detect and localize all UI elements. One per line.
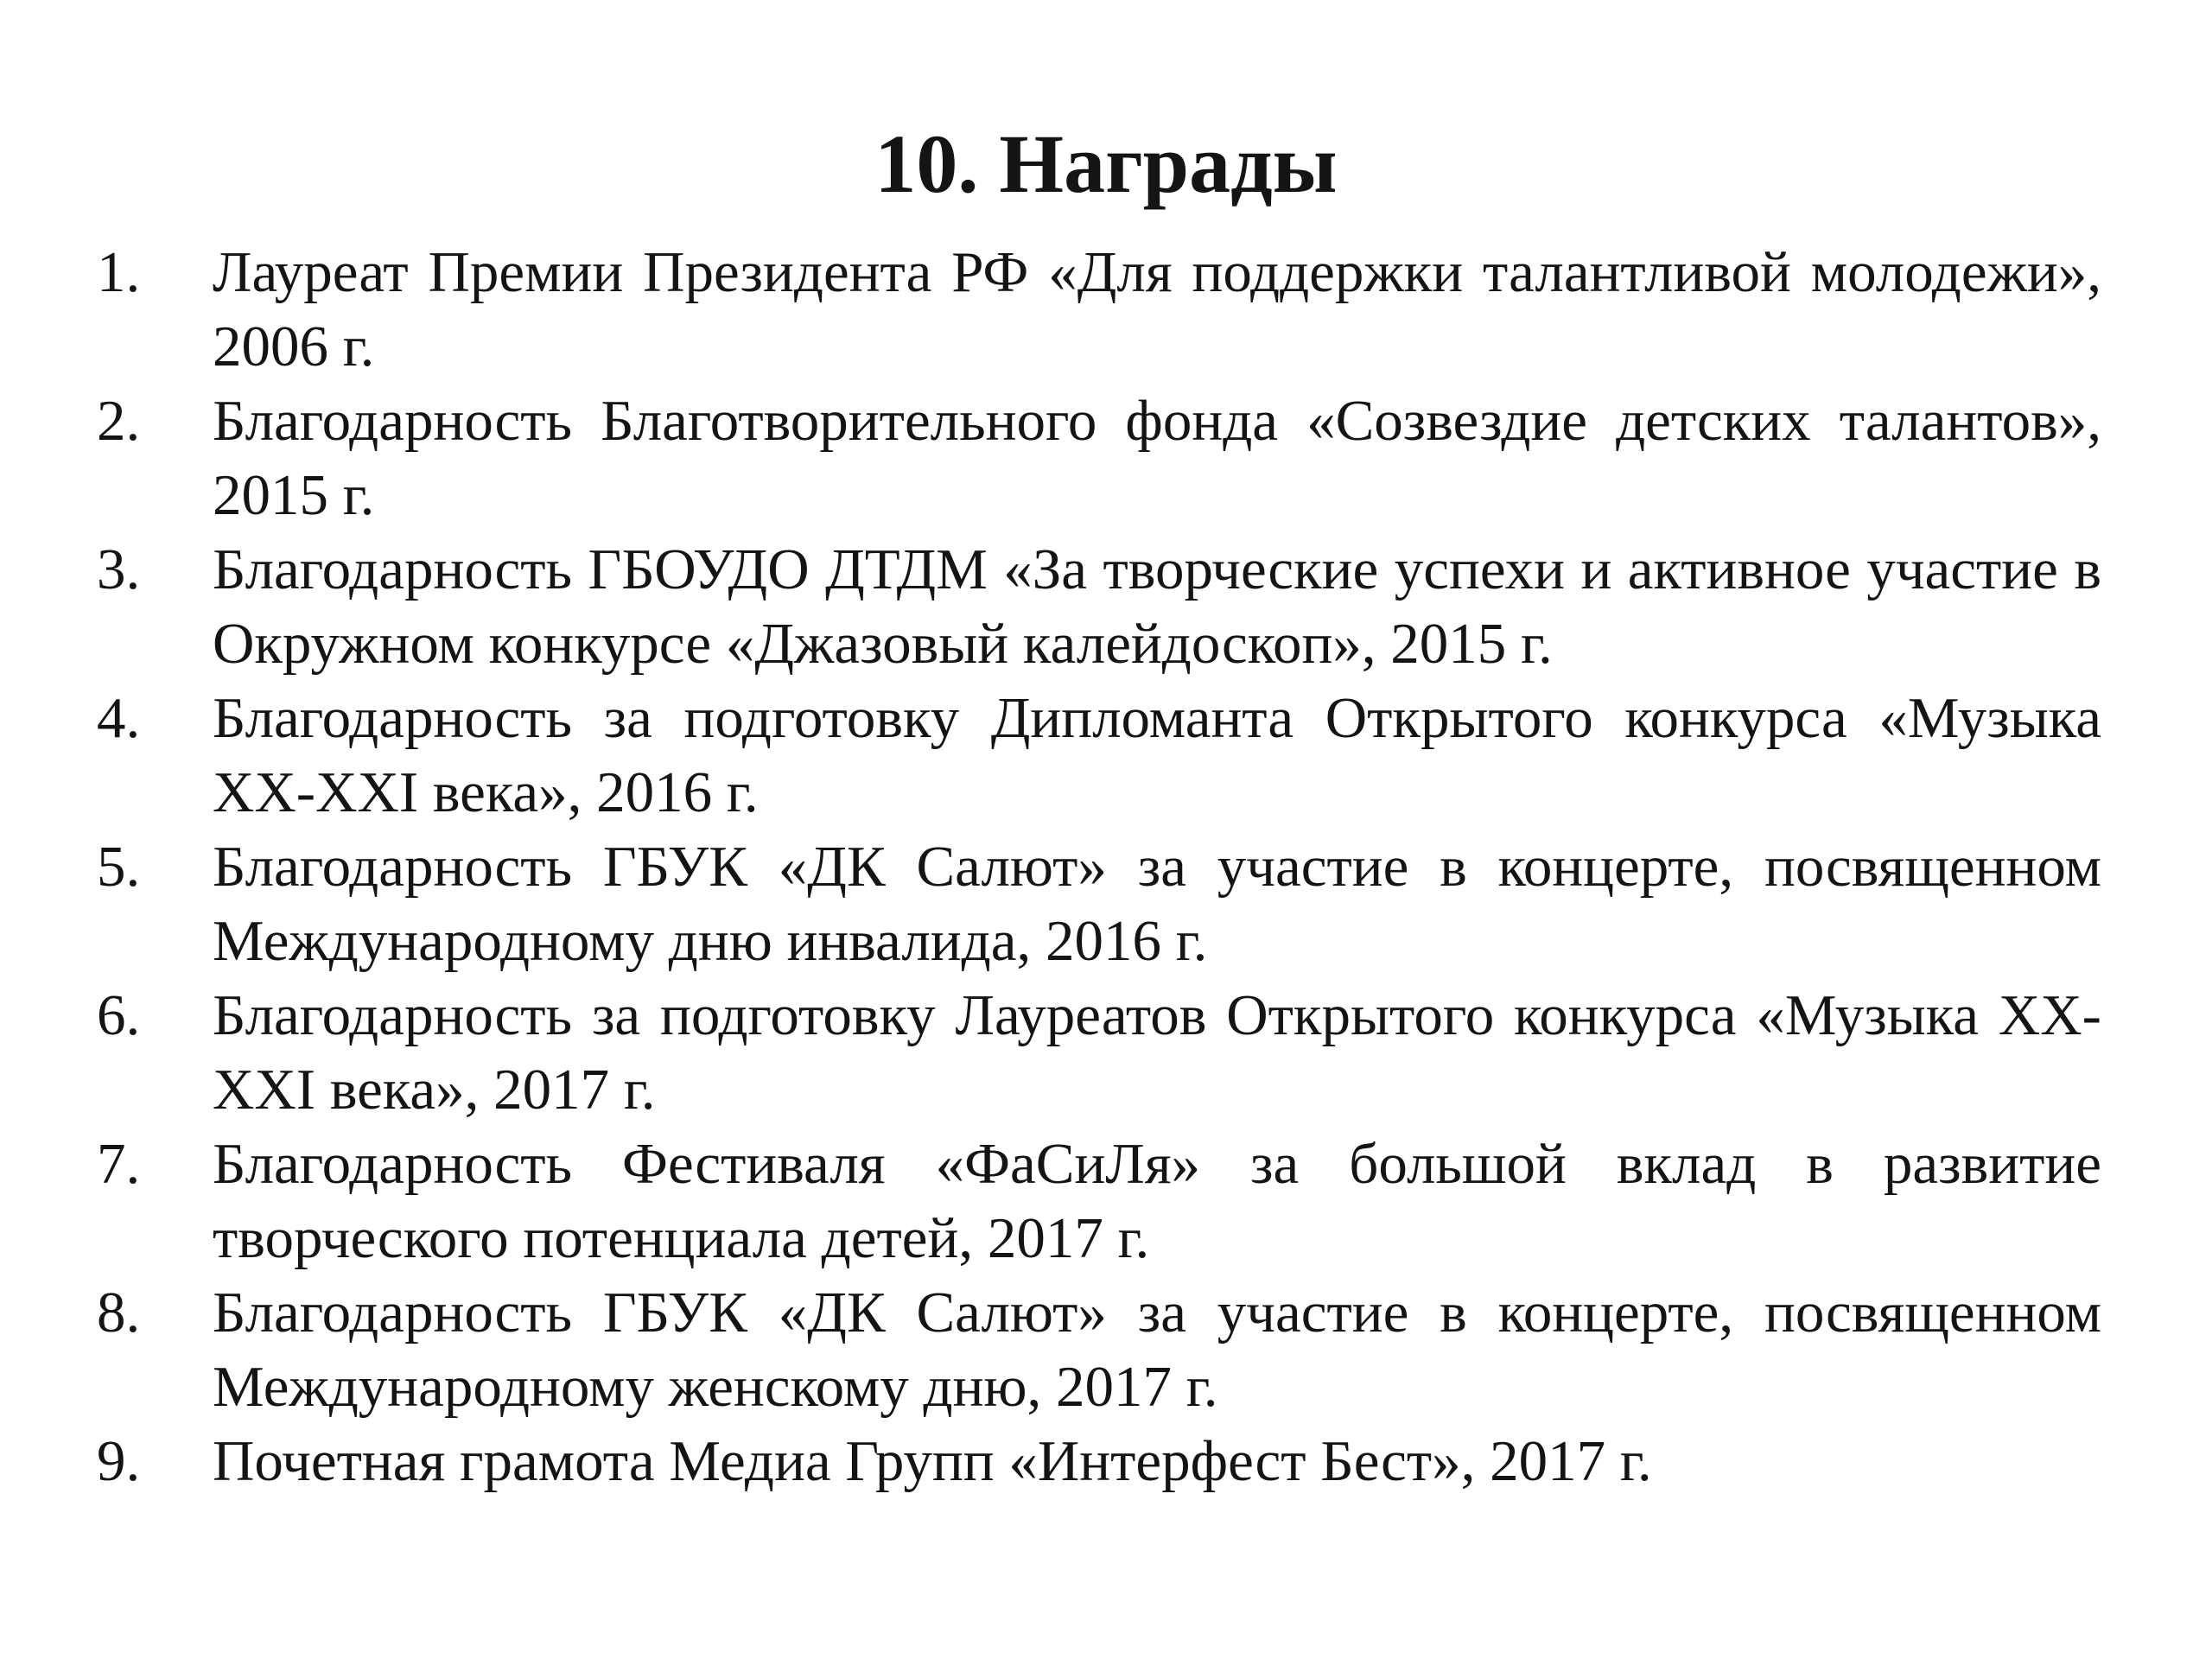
list-item-text: Благодарность ГБОУДО ДТДМ «За творческие успехи и активное участие в Окружном конкурсе «Джазовый калейдоскоп», 2015 г. <box>213 537 2101 676</box>
list-item <box>97 1275 2101 1424</box>
list-item <box>97 235 2101 384</box>
list-item-text: Благодарность Фестиваля «ФаСиЛя» за большой вклад в развитие творческого потенциала детей, 2017 г. <box>213 1132 2101 1270</box>
list-item-text: Благодарность Благотворительного фонда «Созвездие детских талантов», 2015 г. <box>213 389 2101 527</box>
list-item-number: 9. <box>97 1429 141 1493</box>
list-item <box>97 384 2101 532</box>
list-item-number: 2. <box>97 389 141 453</box>
list-item-number: 7. <box>97 1132 141 1196</box>
list-item-text: Благодарность за подготовку Дипломанта Открытого конкурса «Музыка XX-XXI века», 2016 г. <box>213 686 2101 824</box>
list-item <box>97 681 2101 830</box>
list-item <box>97 978 2101 1127</box>
list-item <box>97 1424 2101 1498</box>
list-item-text: Лауреат Премии Президента РФ «Для поддержки талантливой молодежи», 2006 г. <box>213 240 2101 378</box>
list-item-text: Благодарность ГБУК «ДК Салют» за участие в концерте, посвященном Международному дню инвалида, 2016 г. <box>213 835 2101 973</box>
list-item-number: 4. <box>97 686 141 750</box>
list-item-number: 8. <box>97 1281 141 1344</box>
list-item-text: Почетная грамота Медиа Групп «Интерфест Бест», 2017 г. <box>213 1429 1652 1493</box>
list-item-number: 3. <box>97 537 141 601</box>
awards-list <box>97 235 2101 1498</box>
list-item <box>97 1127 2101 1275</box>
list-item-text: Благодарность ГБУК «ДК Салют» за участие в концерте, посвященном Международному женскому дню, 2017 г. <box>213 1281 2101 1419</box>
list-item-text: Благодарность за подготовку Лауреатов Открытого конкурса «Музыка XX-XXI века», 2017 г. <box>213 983 2101 1122</box>
list-item-number: 5. <box>97 835 141 899</box>
page-title: 10. Награды <box>874 118 1338 210</box>
list-item-number: 6. <box>97 983 141 1047</box>
list-item-number: 1. <box>97 240 141 304</box>
list-item <box>97 830 2101 978</box>
list-item <box>97 532 2101 681</box>
